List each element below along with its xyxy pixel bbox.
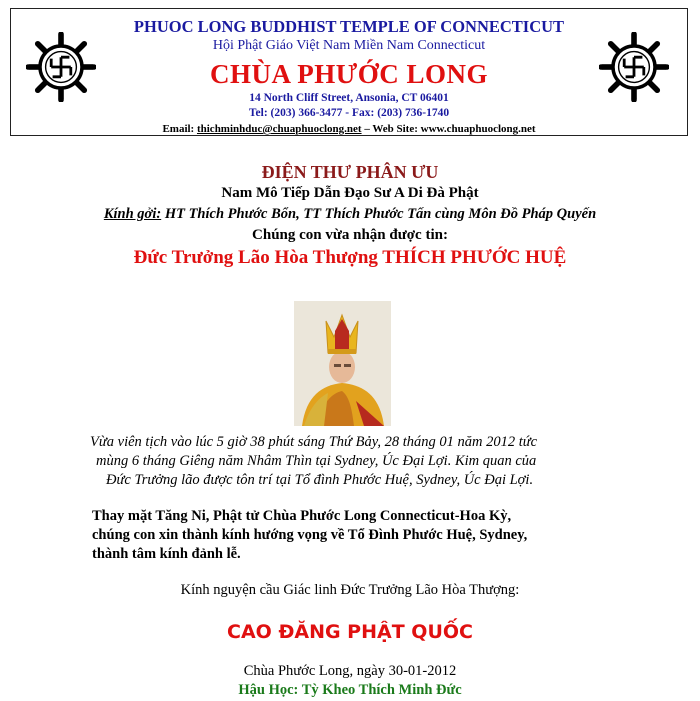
invocation-line: Nam Mô Tiếp Dẫn Đạo Sư A Di Đà Phật [221,185,479,201]
temple-contact-line [11,123,687,135]
letterhead [10,8,688,136]
passing-info-line-3: Đức Trưởng lão được tôn trí tại Tổ đình Phước Huệ, Sydney, Úc Đại Lợi. [106,472,534,488]
behalf-line-2: chúng con xin thành kính hướng vọng về Tổ Đình Phước Huệ, Sydney, [92,527,528,543]
website-link[interactable]: www.chuaphuoclong.net [420,123,536,135]
deceased-monk-name: Đức Trưởng Lão Hòa Thượng THÍCH PHƯỚC HUỆ [133,247,567,268]
website-separator: – Web Site: [361,123,421,135]
monk-portrait-photo [294,301,391,426]
letter-title: ĐIỆN THƯ PHÂN ƯU [261,162,439,182]
recipient-line [0,206,700,223]
email-link[interactable]: thichminhduc@chuaphuoclong.net [196,123,362,135]
behalf-line-3: thành tâm kính đảnh lễ. [92,546,241,562]
dharma-wheel-swastika-icon [599,32,669,102]
signature-line: Hậu Học: Tỳ Kheo Thích Minh Đức [238,682,462,698]
received-news-line: Chúng con vừa nhận được tin: [252,227,448,243]
temple-address: 14 North Cliff Street, Ansonia, CT 06401 [249,92,449,104]
place-date-line: Chùa Phước Long, ngày 30-01-2012 [243,663,457,679]
temple-main-name: CHÙA PHƯỚC LONG [209,59,488,89]
recipient-label: Kính gởi: [103,206,162,222]
prayer-line: Kính nguyện cầu Giác linh Đức Trưởng Lão Hòa Thượng: [180,582,520,598]
passing-info-line-1: Vừa viên tịch vào lúc 5 giờ 38 phút sáng Thứ Bảy, 28 tháng 01 năm 2012 tức [90,434,538,450]
temple-association-name: Hội Phật Giáo Việt Nam Miền Nam Connecticut [212,38,486,53]
email-label: Email: [162,123,197,135]
recipient-names: HT Thích Phước Bổn, TT Thích Phước Tấn cùng Môn Đồ Pháp Quyến [161,206,597,222]
temple-english-name: PHUOC LONG BUDDHIST TEMPLE OF CONNECTICUT [133,17,565,36]
behalf-line-1: Thay mặt Tăng Ni, Phật tử Chùa Phước Long Connecticut-Hoa Kỳ, [92,508,512,524]
blessing-heading: CAO ĐĂNG PHẬT QUỐC [227,621,473,643]
temple-phone-fax: Tel: (203) 366-3477 - Fax: (203) 736-1740 [248,107,450,119]
passing-info-line-2: mùng 6 tháng Giêng năm Nhâm Thìn tại Sydney, Úc Đại Lợi. Kim quan của [96,453,537,469]
